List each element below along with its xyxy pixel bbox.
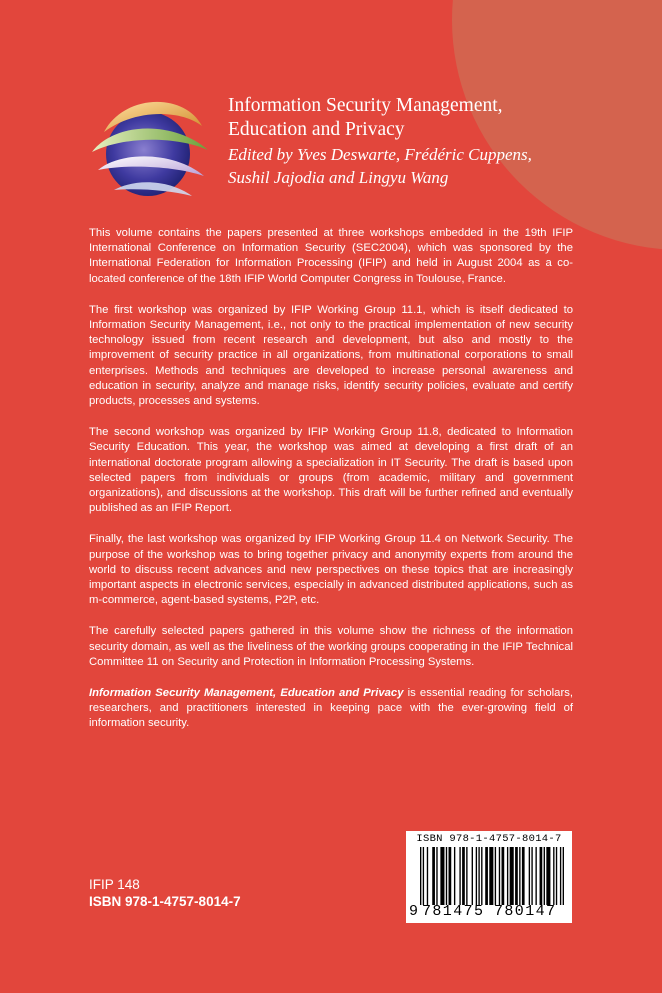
blurb-paragraph-2: The first workshop was organized by IFIP Working Group 11.1, which is itself dedicated to Information Security Management, i.e., not only to the practical implementation of new security technology issued from recent research and development, but also and mostly to the improvement of security practice in all organizations, from multinational corporations to small enterprises. Methods and techniques are developed to increase personal awareness and education in security, analyze and manage risks, identify security policies, evaluate and certify products, processes and systems. — [89, 303, 573, 408]
blurb-text — [89, 226, 573, 748]
barcode-bars-icon — [420, 847, 564, 905]
barcode-digits — [406, 903, 572, 921]
blurb-paragraph-6-rest: is essential reading for scholars, researchers, and practitioners interested in keeping pace with the ever-growing field of information security. — [89, 687, 573, 730]
barcode-bar — [476, 847, 477, 905]
barcode-bar — [540, 847, 543, 905]
barcode-digit-group-2: 780147 — [494, 903, 557, 920]
blurb-paragraph-1: This volume contains the papers presented at three workshops embedded in the 19th IFIP International Conference on Information Security (SEC2004), which was sponsored by the International Federation for Information Processing (IFIP) and held in August 2004 as a co-located conference of the 18th IFIP World Computer Congress in Toulouse, France. — [89, 227, 573, 285]
title-line-1: Information Security Management, — [228, 95, 503, 116]
barcode-bar — [446, 847, 447, 905]
barcode-bar — [502, 847, 505, 905]
barcode-bar — [499, 847, 500, 905]
blurb-paragraph-3: The second workshop was organized by IFIP Working Group 11.8, dedicated to Information Security Education. This year, the workshop was aimed at developing a first draft of an international doctorate program allowing a specialization in IT Security. The draft is based upon selected papers from individuals or groups (from academic, military and government organizations), and discussions at the workshop. This draft will be further refined and eventually published as an IFIP Report. — [89, 426, 573, 515]
blurb-paragraph-5: The carefully selected papers gathered in this volume show the richness of the information security domain, as well as the liveliness of the working groups cooperating in the IFIP Technical Committee 11 on Security and Protection in Information Processing Systems. — [89, 625, 573, 668]
barcode-bar — [466, 847, 467, 905]
barcode-bar — [489, 847, 493, 905]
book-editors — [228, 143, 648, 189]
barcode-bar — [519, 847, 520, 905]
barcode-bar — [427, 847, 428, 905]
book-title — [228, 94, 648, 142]
barcode-bar — [510, 847, 514, 905]
ifip-logo-icon — [84, 92, 212, 210]
barcode-bar — [440, 847, 444, 905]
barcode-bar — [531, 847, 532, 905]
barcode-bar — [553, 847, 554, 905]
blurb-book-title-emphasis: Information Security Management, Education and Privacy — [89, 687, 404, 700]
barcode-bar — [481, 847, 482, 905]
barcode-bar — [495, 847, 496, 905]
barcode-bar — [535, 847, 536, 905]
barcode-bar — [478, 847, 479, 905]
barcode-digit-lead: 9 — [409, 903, 419, 920]
barcode-bar — [560, 847, 561, 905]
barcode-bar — [522, 847, 525, 905]
series-isbn: ISBN 978-1-4757-8014-7 — [89, 894, 241, 909]
series-label: IFIP 148 — [89, 877, 140, 892]
barcode-bar — [432, 847, 435, 905]
isbn-barcode — [406, 831, 572, 923]
barcode-bar — [423, 847, 424, 905]
barcode-bar — [529, 847, 530, 905]
barcode-bar — [515, 847, 518, 905]
barcode-bar — [454, 847, 455, 905]
editors-line-1: Edited by Yves Deswarte, Frédéric Cuppens, — [228, 145, 532, 164]
barcode-bar — [459, 847, 460, 905]
barcode-bar — [472, 847, 473, 905]
editors-line-2: Sushil Jajodia and Lingyu Wang — [228, 168, 449, 187]
blurb-paragraph-6 — [89, 686, 573, 732]
barcode-bar — [544, 847, 545, 905]
blurb-paragraph-4: Finally, the last workshop was organized by IFIP Working Group 11.4 on Network Security. The purpose of the workshop was to bring together privacy and anonymity experts from around the world to discuss recent advances and new perspectives on these topics that are increasingly important aspects in electronic services, especially in advanced distributed applications, such as m-commerce, agent-based systems, P2P, etc. — [89, 533, 573, 607]
barcode-bar — [507, 847, 508, 905]
title-line-2: Education and Privacy — [228, 119, 405, 140]
title-block — [228, 94, 648, 189]
barcode-digit-group-1: 781475 — [422, 903, 485, 920]
barcode-bar — [462, 847, 465, 905]
barcode-bar — [436, 847, 437, 905]
barcode-bar — [563, 847, 564, 905]
barcode-bar — [556, 847, 557, 905]
barcode-bar — [449, 847, 452, 905]
barcode-bar — [420, 847, 421, 905]
barcode-isbn-text: ISBN 978-1-4757-8014-7 — [416, 833, 562, 845]
barcode-bar — [546, 847, 550, 905]
series-info — [89, 876, 241, 910]
barcode-bar — [485, 847, 488, 905]
